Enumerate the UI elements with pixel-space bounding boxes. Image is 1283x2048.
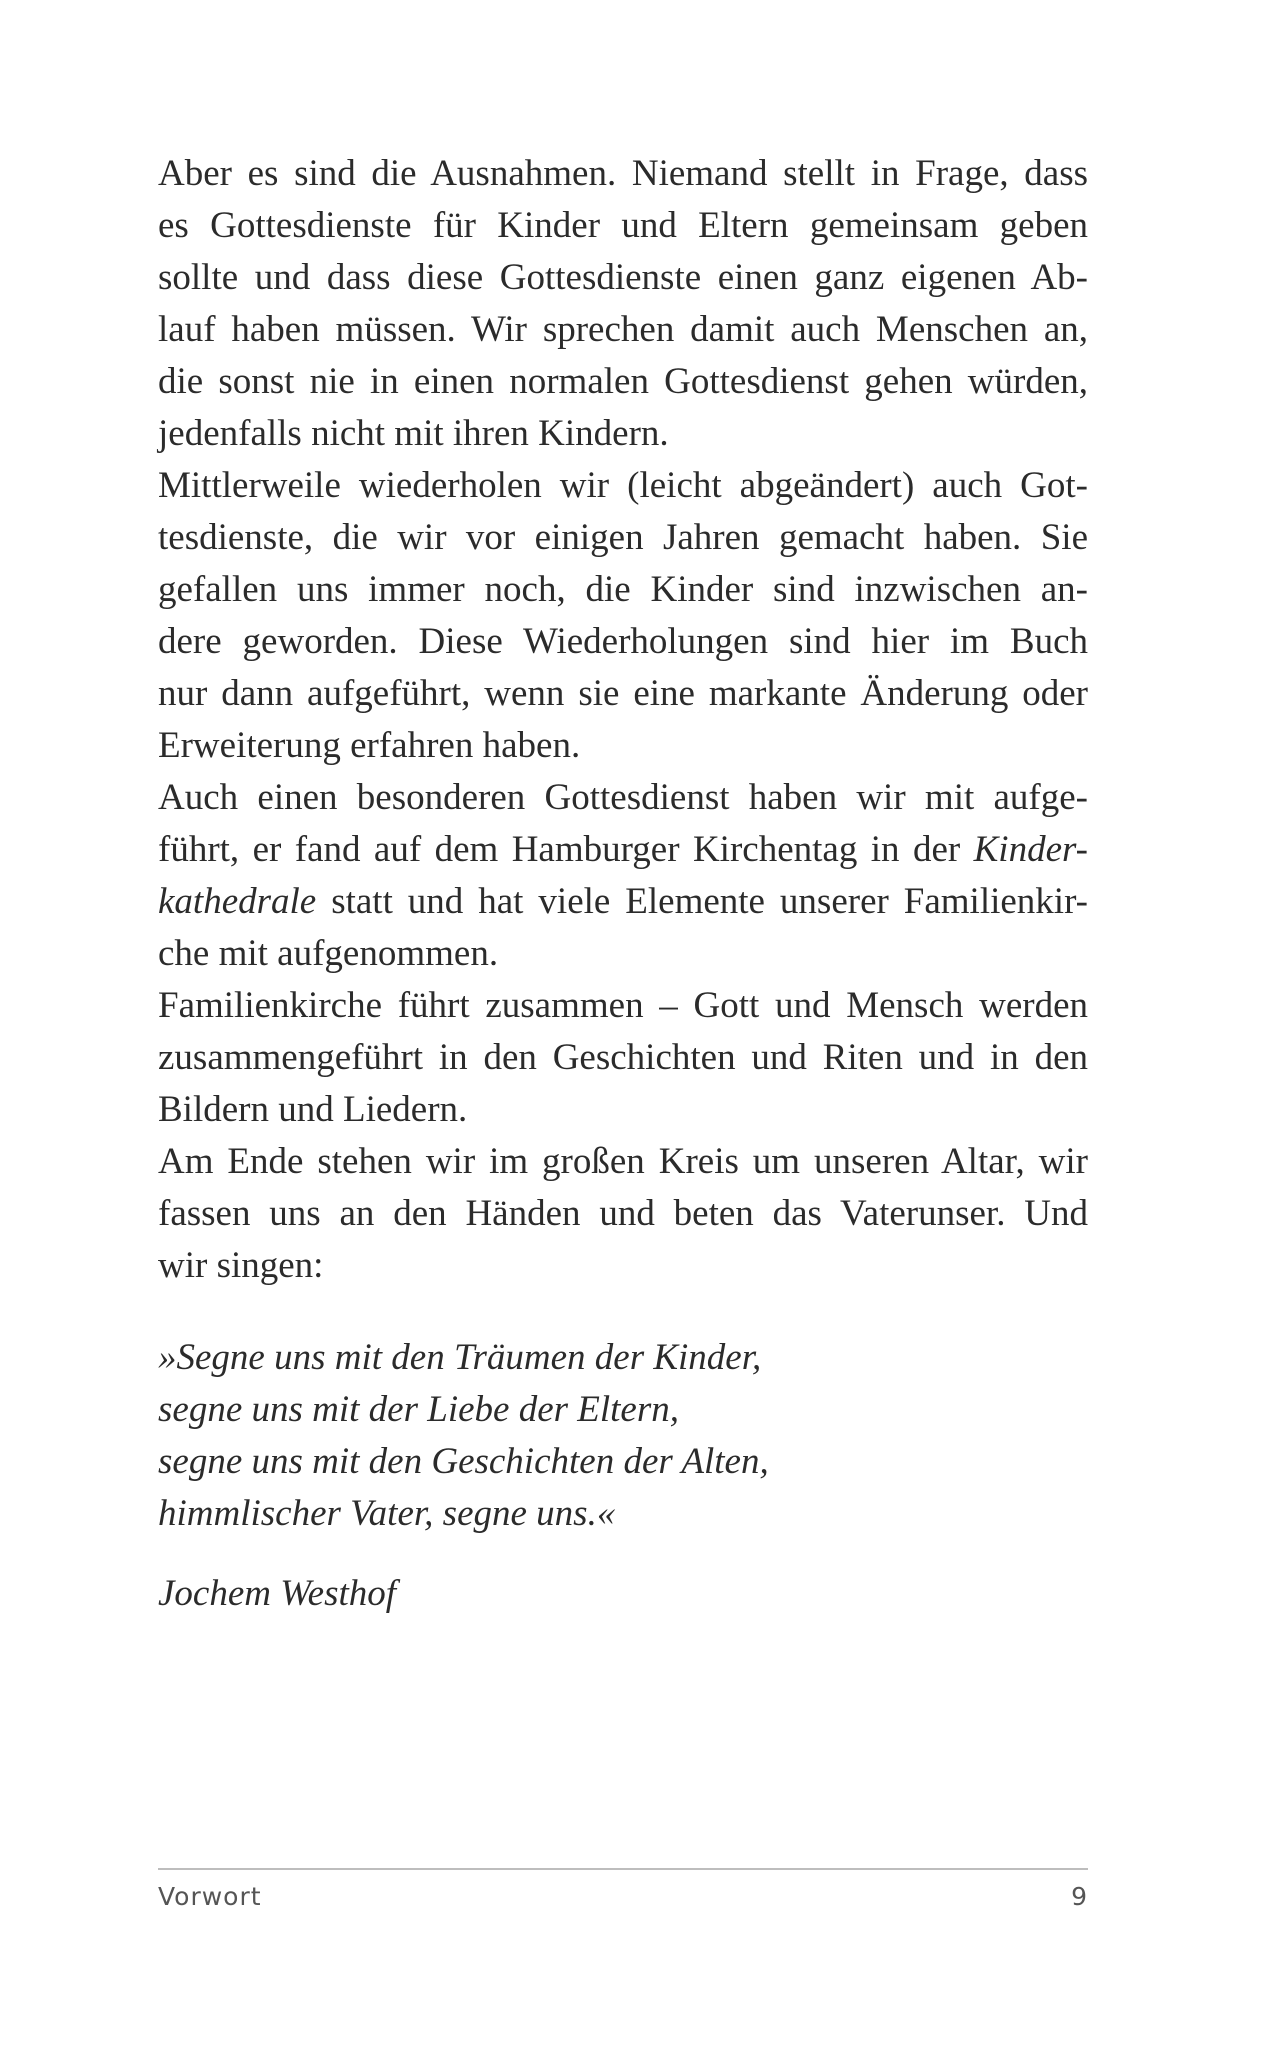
text-line: wir singen: xyxy=(158,1245,324,1286)
text-line: jedenfalls nicht mit ihren Kindern. xyxy=(158,413,669,454)
text-line: lauf haben müssen. Wir sprechen damit auch Menschen an, xyxy=(158,309,1088,350)
page-number: 9 xyxy=(1071,1882,1088,1911)
text-line: Mittlerweile wiederholen wir (leicht abgeändert) auch Got- xyxy=(158,465,1088,506)
page-body xyxy=(158,148,1088,1620)
text-line: Auch einen besonderen Gottesdienst haben wir mit aufge- xyxy=(158,777,1088,818)
text-line: che mit aufgenommen. xyxy=(158,933,499,974)
footer-divider xyxy=(158,1868,1088,1870)
text-line: Bildern und Liedern. xyxy=(158,1089,468,1130)
text-line: gefallen uns immer noch, die Kinder sind inzwischen an- xyxy=(158,569,1088,610)
text-line: dere geworden. Diese Wiederholungen sind hier im Buch xyxy=(158,621,1088,662)
text-line: nur dann aufgeführt, wenn sie eine markante Änderung oder xyxy=(158,673,1088,714)
text-line: Familienkirche führt zusammen – Gott und Mensch werden xyxy=(158,985,1088,1026)
text-line: die sonst nie in einen normalen Gottesdienst gehen würden, xyxy=(158,361,1088,402)
quote-line: segne uns mit der Liebe der Eltern, xyxy=(158,1389,679,1430)
text-line: sollte und dass diese Gottesdienste einen ganz eigenen Ab- xyxy=(158,257,1088,298)
text-line: zusammengeführt in den Geschichten und Riten und in den xyxy=(158,1037,1088,1078)
text-line: es Gottesdienste für Kinder und Eltern gemeinsam geben xyxy=(158,205,1088,246)
text-line: Am Ende stehen wir im großen Kreis um unseren Altar, wir xyxy=(158,1141,1088,1182)
quote-line: himmlischer Vater, segne uns.« xyxy=(158,1493,616,1534)
quote-line: »Segne uns mit den Träumen der Kinder, xyxy=(158,1337,762,1378)
song-quote xyxy=(158,1332,1088,1540)
emphasis-kathedrale: kathedrale xyxy=(158,881,317,922)
text-line: Erweiterung erfahren haben. xyxy=(158,725,581,766)
text-line-with-emphasis xyxy=(158,876,1088,928)
text-line: tesdienste, die wir vor einigen Jahren gemacht haben. Sie xyxy=(158,517,1088,558)
text-line: fassen uns an den Händen und beten das Vaterunser. Und xyxy=(158,1193,1088,1234)
emphasis-kinder: Kinder- xyxy=(973,829,1088,870)
quote-line: segne uns mit den Geschichten der Alten, xyxy=(158,1441,769,1482)
text-segment: statt und hat viele Elemente unserer Familienkir- xyxy=(316,881,1088,922)
text-line-with-emphasis xyxy=(158,824,1088,876)
text-segment: führt, er fand auf dem Hamburger Kirchentag in der xyxy=(158,829,974,870)
text-line: Aber es sind die Ausnahmen. Niemand stellt in Frage, dass xyxy=(158,153,1088,194)
footer-section-title: Vorwort xyxy=(158,1882,262,1911)
author-signature: Jochem Westhof xyxy=(158,1573,397,1614)
